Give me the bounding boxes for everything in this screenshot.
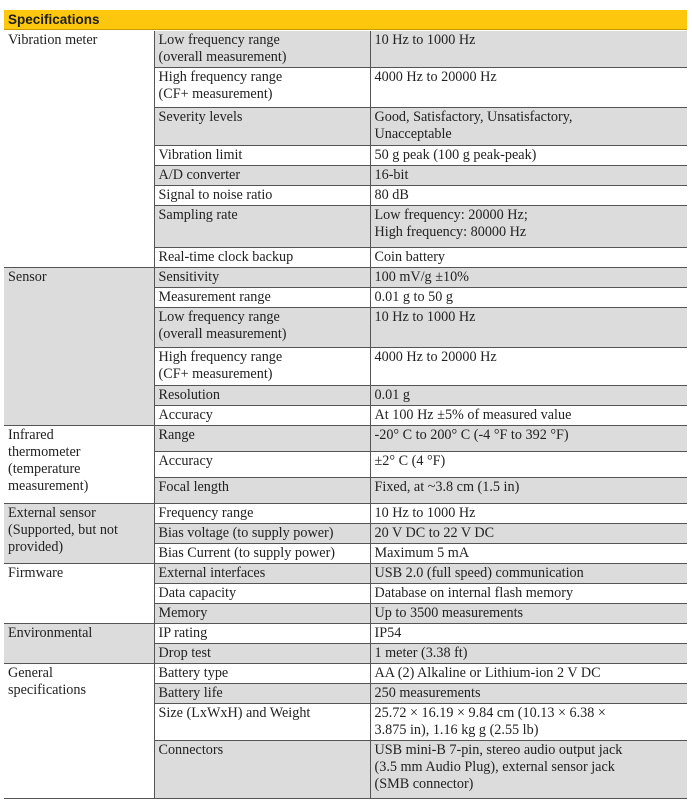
parameter-line: Sampling rate xyxy=(158,207,238,223)
value-cell xyxy=(370,426,687,452)
category-line: provided) xyxy=(8,539,64,555)
category-line: Firmware xyxy=(8,565,64,581)
parameter-cell xyxy=(154,741,370,799)
parameter-line: A/D converter xyxy=(158,167,241,183)
value-line: 3.875 in), 1.16 kg g (2.55 lb) xyxy=(374,722,539,738)
parameter-cell xyxy=(154,644,370,664)
parameter-cell xyxy=(154,624,370,644)
value-line: 10 Hz to 1000 Hz xyxy=(374,32,476,48)
parameter-cell xyxy=(154,268,370,288)
parameter-line: Range xyxy=(158,427,195,443)
parameter-line: IP rating xyxy=(158,625,208,641)
parameter-cell xyxy=(154,564,370,584)
parameter-cell xyxy=(154,544,370,564)
category-cell xyxy=(4,268,154,426)
category-line: Infrared xyxy=(8,427,54,443)
value-cell xyxy=(370,584,687,604)
value-line: ±2° C (4 °F) xyxy=(374,453,446,469)
value-line: (SMB connector) xyxy=(374,776,474,792)
value-cell xyxy=(370,31,687,68)
parameter-line: Low frequency range xyxy=(158,309,280,325)
value-cell xyxy=(370,644,687,664)
value-line: -20° C to 200° C (-4 °F to 392 °F) xyxy=(374,427,569,443)
category-line: (Supported, but not xyxy=(8,522,118,538)
value-cell xyxy=(370,741,687,799)
parameter-cell xyxy=(154,31,370,68)
value-cell xyxy=(370,704,687,741)
value-cell xyxy=(370,452,687,478)
category-cell xyxy=(4,504,154,564)
category-line: (temperature xyxy=(8,461,81,477)
parameter-line: Low frequency range xyxy=(158,32,280,48)
parameter-line: Signal to noise ratio xyxy=(158,187,273,203)
parameter-line: Measurement range xyxy=(158,289,271,305)
category-line: thermometer xyxy=(8,444,81,460)
value-line: 10 Hz to 1000 Hz xyxy=(374,505,476,521)
value-line: USB 2.0 (full speed) communication xyxy=(374,565,584,581)
parameter-line: Connectors xyxy=(158,742,224,758)
table-row xyxy=(4,664,687,684)
category-line: specifications xyxy=(8,682,87,698)
value-line: Coin battery xyxy=(374,249,446,265)
value-cell xyxy=(370,684,687,704)
value-cell xyxy=(370,524,687,544)
parameter-cell xyxy=(154,348,370,386)
parameter-line: Accuracy xyxy=(158,407,213,423)
parameter-cell xyxy=(154,406,370,426)
parameter-cell xyxy=(154,248,370,268)
value-cell xyxy=(370,308,687,348)
category-cell xyxy=(4,624,154,664)
parameter-line: High frequency range xyxy=(158,69,283,85)
parameter-cell xyxy=(154,288,370,308)
parameter-cell xyxy=(154,308,370,348)
category-line: External sensor xyxy=(8,505,96,521)
value-line: Fixed, at ~3.8 cm (1.5 in) xyxy=(374,479,520,495)
category-cell xyxy=(4,664,154,799)
parameter-line: Data capacity xyxy=(158,585,237,601)
category-line: Vibration meter xyxy=(8,32,98,48)
value-cell xyxy=(370,108,687,146)
parameter-line: Bias Current (to supply power) xyxy=(158,545,336,561)
value-cell xyxy=(370,604,687,624)
parameter-line: External interfaces xyxy=(158,565,266,581)
value-line: Unacceptable xyxy=(374,126,452,142)
table-row xyxy=(4,504,687,524)
parameter-cell xyxy=(154,504,370,524)
value-line: AA (2) Alkaline or Lithium-ion 2 V DC xyxy=(374,665,601,681)
parameter-line: Focal length xyxy=(158,479,230,495)
value-cell xyxy=(370,206,687,248)
value-line: 80 dB xyxy=(374,187,409,203)
value-line: USB mini-B 7-pin, stereo audio output jack xyxy=(374,742,623,758)
parameter-line: Size (LxWxH) and Weight xyxy=(158,705,311,721)
category-cell xyxy=(4,31,154,268)
value-line: 20 V DC to 22 V DC xyxy=(374,525,495,541)
parameter-line: Memory xyxy=(158,605,208,621)
value-cell xyxy=(370,146,687,166)
parameter-cell xyxy=(154,68,370,108)
parameter-line: Sensitivity xyxy=(158,269,220,285)
value-line: High frequency: 80000 Hz xyxy=(374,224,527,240)
value-line: Maximum 5 mA xyxy=(374,545,470,561)
value-line: 100 mV/g ±10% xyxy=(374,269,469,285)
parameter-line: Battery type xyxy=(158,665,229,681)
value-line: 10 Hz to 1000 Hz xyxy=(374,309,476,325)
parameter-cell xyxy=(154,426,370,452)
category-line: General xyxy=(8,665,53,681)
parameter-line: (overall measurement) xyxy=(158,326,287,342)
parameter-line: Real-time clock backup xyxy=(158,249,294,265)
parameter-cell xyxy=(154,166,370,186)
value-cell xyxy=(370,268,687,288)
value-cell xyxy=(370,664,687,684)
value-line: (3.5 mm Audio Plug), external sensor jack xyxy=(374,759,615,775)
value-line: Up to 3500 measurements xyxy=(374,605,524,621)
parameter-line: Resolution xyxy=(158,387,220,403)
parameter-cell xyxy=(154,584,370,604)
value-line: At 100 Hz ±5% of measured value xyxy=(374,407,572,423)
parameter-line: (CF+ measurement) xyxy=(158,86,273,102)
parameter-cell xyxy=(154,604,370,624)
value-line: IP54 xyxy=(374,625,402,641)
value-line: 4000 Hz to 20000 Hz xyxy=(374,69,497,85)
value-line: 4000 Hz to 20000 Hz xyxy=(374,349,497,365)
parameter-cell xyxy=(154,478,370,504)
value-line: 16-bit xyxy=(374,167,409,183)
parameter-cell xyxy=(154,704,370,741)
value-cell xyxy=(370,624,687,644)
parameter-cell xyxy=(154,664,370,684)
category-line: Sensor xyxy=(8,269,47,285)
parameter-cell xyxy=(154,206,370,248)
parameter-cell xyxy=(154,684,370,704)
category-line: Environmental xyxy=(8,625,93,641)
value-cell xyxy=(370,186,687,206)
parameter-cell xyxy=(154,146,370,166)
value-line: 250 measurements xyxy=(374,685,481,701)
specifications-table xyxy=(4,31,687,799)
value-cell xyxy=(370,406,687,426)
table-row xyxy=(4,31,687,68)
parameter-line: Drop test xyxy=(158,645,211,661)
parameter-line: (CF+ measurement) xyxy=(158,366,273,382)
value-line: 25.72 × 16.19 × 9.84 cm (10.13 × 6.38 × xyxy=(374,705,606,721)
value-cell xyxy=(370,166,687,186)
value-cell xyxy=(370,386,687,406)
value-cell xyxy=(370,544,687,564)
value-line: 0.01 g to 50 g xyxy=(374,289,453,305)
parameter-line: Bias voltage (to supply power) xyxy=(158,525,334,541)
parameter-line: High frequency range xyxy=(158,349,283,365)
table-row xyxy=(4,268,687,288)
parameter-line: Vibration limit xyxy=(158,147,243,163)
value-cell xyxy=(370,68,687,108)
value-line: 50 g peak (100 g peak-peak) xyxy=(374,147,537,163)
value-cell xyxy=(370,248,687,268)
value-cell xyxy=(370,504,687,524)
parameter-line: Severity levels xyxy=(158,109,243,125)
value-cell xyxy=(370,564,687,584)
parameter-cell xyxy=(154,524,370,544)
parameter-line: Accuracy xyxy=(158,453,213,469)
category-line: measurement) xyxy=(8,478,89,494)
value-cell xyxy=(370,348,687,386)
parameter-cell xyxy=(154,452,370,478)
table-row xyxy=(4,564,687,584)
category-cell xyxy=(4,564,154,624)
specifications-header: Specifications xyxy=(4,10,687,30)
parameter-line: Frequency range xyxy=(158,505,254,521)
table-row xyxy=(4,426,687,452)
parameter-cell xyxy=(154,108,370,146)
value-line: 1 meter (3.38 ft) xyxy=(374,645,468,661)
value-line: Low frequency: 20000 Hz; xyxy=(374,207,528,223)
table-row xyxy=(4,624,687,644)
parameter-cell xyxy=(154,186,370,206)
value-line: 0.01 g xyxy=(374,387,410,403)
parameter-line: Battery life xyxy=(158,685,223,701)
parameter-cell xyxy=(154,386,370,406)
parameter-line: (overall measurement) xyxy=(158,49,287,65)
value-line: Database on internal flash memory xyxy=(374,585,574,601)
value-cell xyxy=(370,478,687,504)
category-cell xyxy=(4,426,154,504)
value-cell xyxy=(370,288,687,308)
value-line: Good, Satisfactory, Unsatisfactory, xyxy=(374,109,573,125)
